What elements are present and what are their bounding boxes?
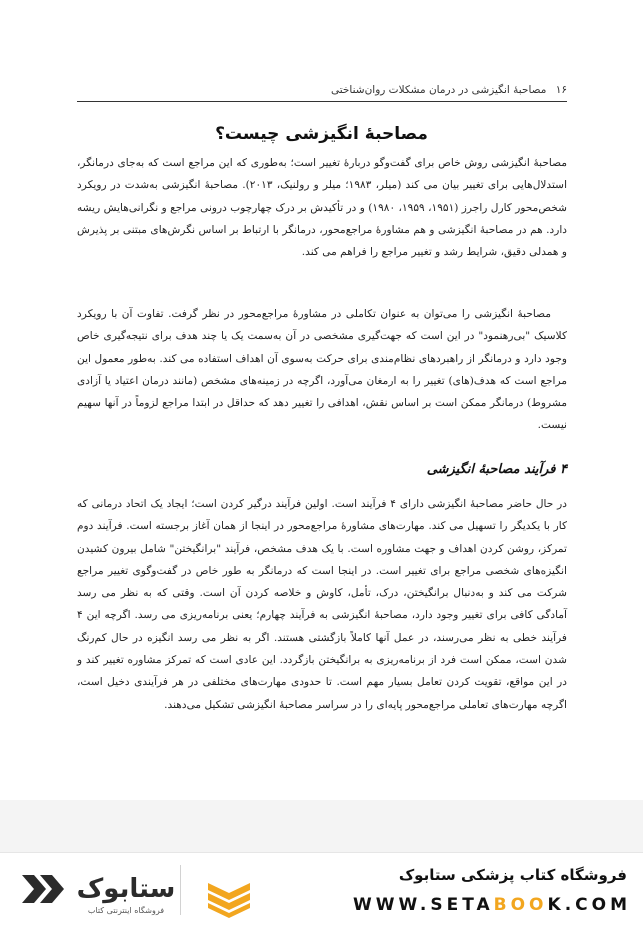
url-prefix: WWW.SETA [353,895,494,915]
setabook-logo[interactable] [16,863,250,919]
page-number: ۱۶ [555,84,567,96]
book-icon [208,883,250,918]
running-header [77,84,567,102]
chapter-title: مصاحبهٔ انگیزشی چیست؟ [215,124,428,144]
url-middle: BOO [493,895,548,915]
footer-divider [180,865,181,915]
paragraph-evolution: مصاحبهٔ انگیزشی را می‌توان به عنوان تکاملی در مشاورهٔ مراجع‌محور در نظر گرفت. تفاوت آن با رویکرد کلاسیک "بی‌رهنمود" در این است که جهت‌گیری مشخصی در آن به‌سمت یک یا چند هدف برای نتیجه‌گیری خاص وجود دارد و درمانگر از راهبردهای نظام‌مندی برای حرکت به‌سوی آن اهداف استفاده می کند. به‌طور معمول این مراجع است که هدف(های) تغییر را به ارمغان می‌آورد، اگرچه در زمینه‌های مشخص (مانند درمان اعتیاد یا آزادی مشروط) درمانگر ممکن است بر اساس نقش، اهدافی را تغییر دهد که حداقل در ابتدا مراجع لزوماً در آنها سهیم نیست. [77,308,567,432]
logo-word: ستابوک [76,874,176,904]
paragraph-definition: مصاحبهٔ انگیزشی روش خاص برای گفت‌وگو دربارهٔ تغییر است؛ به‌طوری که این مراجع است که به‌جای درمانگر، استدلال‌هایی برای تغییر بیان می کند (میلر، ۱۹۸۳؛ میلر و رولنیک، ۲۰۱۳). مصاحبهٔ انگیزشی به‌شدت در رویکرد شخص‌محور کارل راجرز (۱۹۵۱، ۱۹۵۹، ۱۹۸۰) و در تأکیدش بر درک چهارچوب درونی مراجع و نگرانی‌هایش ریشه دارد. هم در مصاحبهٔ انگیزشی و هم مشاورهٔ مراجع‌محور، درمانگر با ارتباط بر اساس نگرش‌های مبتنی بر پذیرش و همدلی دقیق، شرایط رشد و تغییر مراجع را فراهم می کند. [77,157,568,259]
store-url[interactable] [353,895,631,915]
store-name: فروشگاه کتاب پزشکی ستابوک [398,866,627,884]
logo-subtitle: فروشگاه اینترنتی کتاب [87,906,165,915]
running-title: مصاحبهٔ انگیزشی در درمان مشکلات روان‌شناختی [331,84,547,96]
store-footer [0,852,643,927]
url-suffix: K.COM [547,895,631,915]
chevron-icon [22,875,46,903]
section-heading: ۴ فرآیند مصاحبهٔ انگیزشی [426,462,567,477]
paragraph-processes: در حال حاضر مصاحبهٔ انگیزشی دارای ۴ فرآیند است. اولین فرآیند درگیر کردن است؛ ایجاد یک اتحاد درمانی که کار با یکدیگر را تسهیل می کند. مهارت‌های مشاورهٔ مراجع‌محور در اینجا از همان آغاز برجسته است. فرآیند دوم تمرکز، روشن کردن اهداف و جهت مشاوره است. با یک هدف مشخص، فرآیند "برانگیختن" شامل بیرون کشیدن انگیزه‌های شخصی مراجع برای تغییر است. در اینجا است که درمانگر به طور خاص در گفت‌وگوی تغییر مراجع شرکت می کند و به‌دنبال برانگیختن، درک، تأمل، کاوش و خلاصه کردن آن است. وقتی که به نظر می رسد آمادگی کافی برای تغییر وجود دارد، مصاحبهٔ انگیزشی به فرآیند چهارم؛ یعنی برنامه‌ریزی می رسد. اگرچه این ۴ فرآیند خطی به نظر می‌رسند، در عمل آنها کاملاً بازگشتی هستند. اگر به نظر می رسد انگیزه در حال کم‌رنگ شدن است، ممکن است فرد از برنامه‌ریزی به برانگیختن بازگردد. این عادی است که تمرکز مشاوره تغییر کند و در این مواقع، تقویت کردن تعامل بسیار مهم است. تا حدودی مهارت‌های مختلفی در هر فرآیندی دخیل است، اگرچه مهارت‌های تعاملی مراجع‌محور پایه‌ای را در سراسر مصاحبهٔ انگیزشی تشکیل می‌دهند. [77,498,567,711]
body-paragraph [77,152,567,265]
body-paragraph [77,303,567,439]
body-paragraph [77,493,567,718]
